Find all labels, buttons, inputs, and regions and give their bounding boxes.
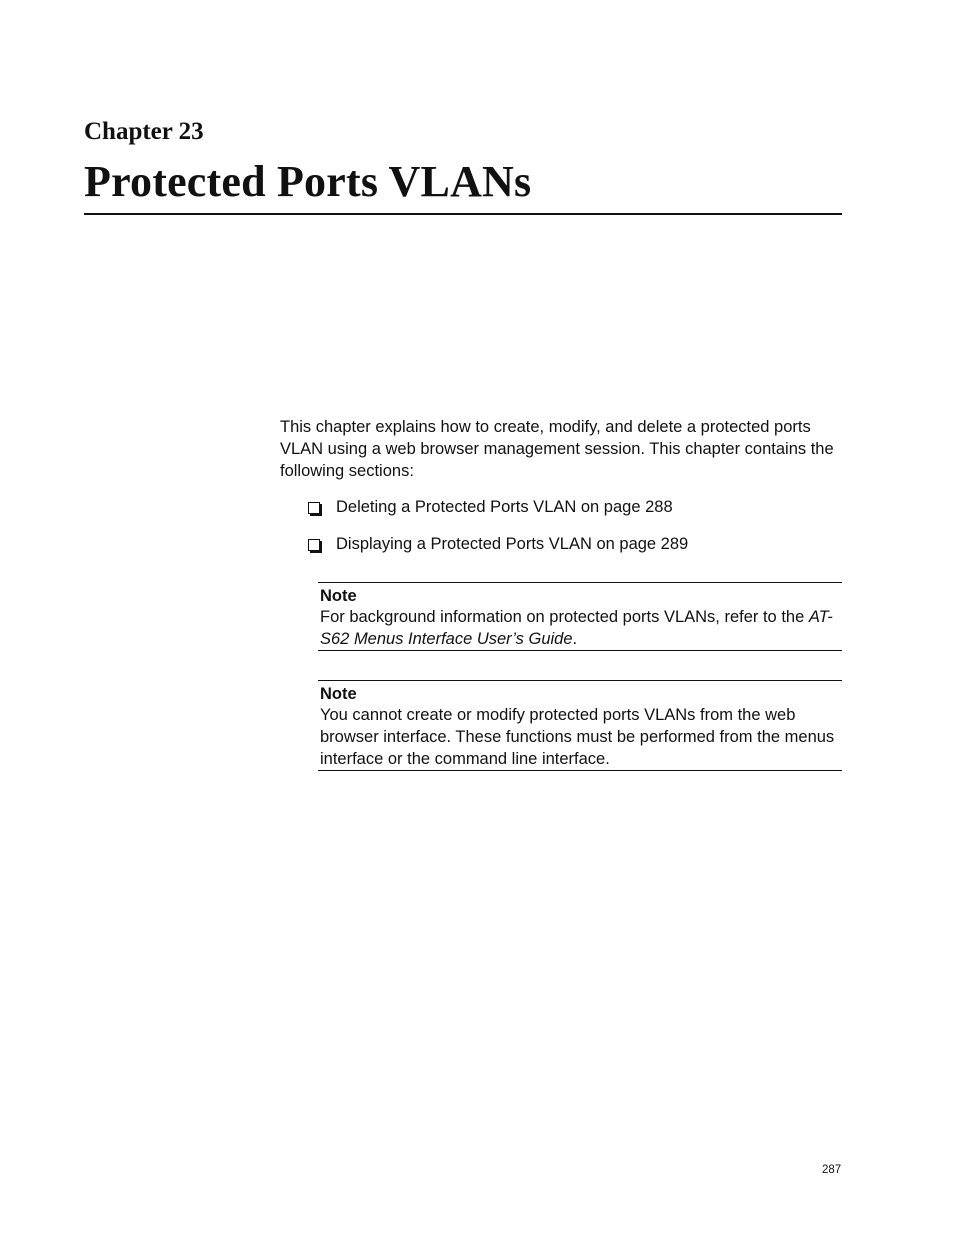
guide-title: AT-S62 Menus Interface User’s Guide xyxy=(320,608,833,648)
section-item xyxy=(308,533,688,556)
chapter-label: Chapter 23 xyxy=(84,118,204,145)
section-item-label: Deleting a Protected Ports VLAN on page 288 xyxy=(336,498,673,516)
note-body: You cannot create or modify protected ports VLANs from the web browser interface. These functions must be performed from the menus interface or the command line interface. xyxy=(320,706,835,768)
chapter-title: Protected Ports VLANs xyxy=(84,157,532,206)
title-divider xyxy=(84,213,842,215)
section-list xyxy=(308,496,688,570)
section-item-label: Displaying a Protected Ports VLAN on page 289 xyxy=(336,535,689,553)
note-heading: Note xyxy=(320,587,357,605)
page-number: 287 xyxy=(822,1164,842,1176)
intro-paragraph: This chapter explains how to create, modify, and delete a protected ports VLAN using a web browser management session. This chapter contains the following sections: xyxy=(280,418,834,480)
note-heading: Note xyxy=(320,685,357,703)
section-item xyxy=(308,496,688,519)
checkbox-bullet-icon xyxy=(308,539,320,551)
note-body xyxy=(320,606,842,650)
note-body-end: . xyxy=(572,630,578,648)
note-box xyxy=(318,582,842,651)
checkbox-bullet-icon xyxy=(308,502,320,514)
note-box xyxy=(318,680,842,771)
note-body-text: For background information on protected ports VLANs, refer to the xyxy=(320,608,809,626)
